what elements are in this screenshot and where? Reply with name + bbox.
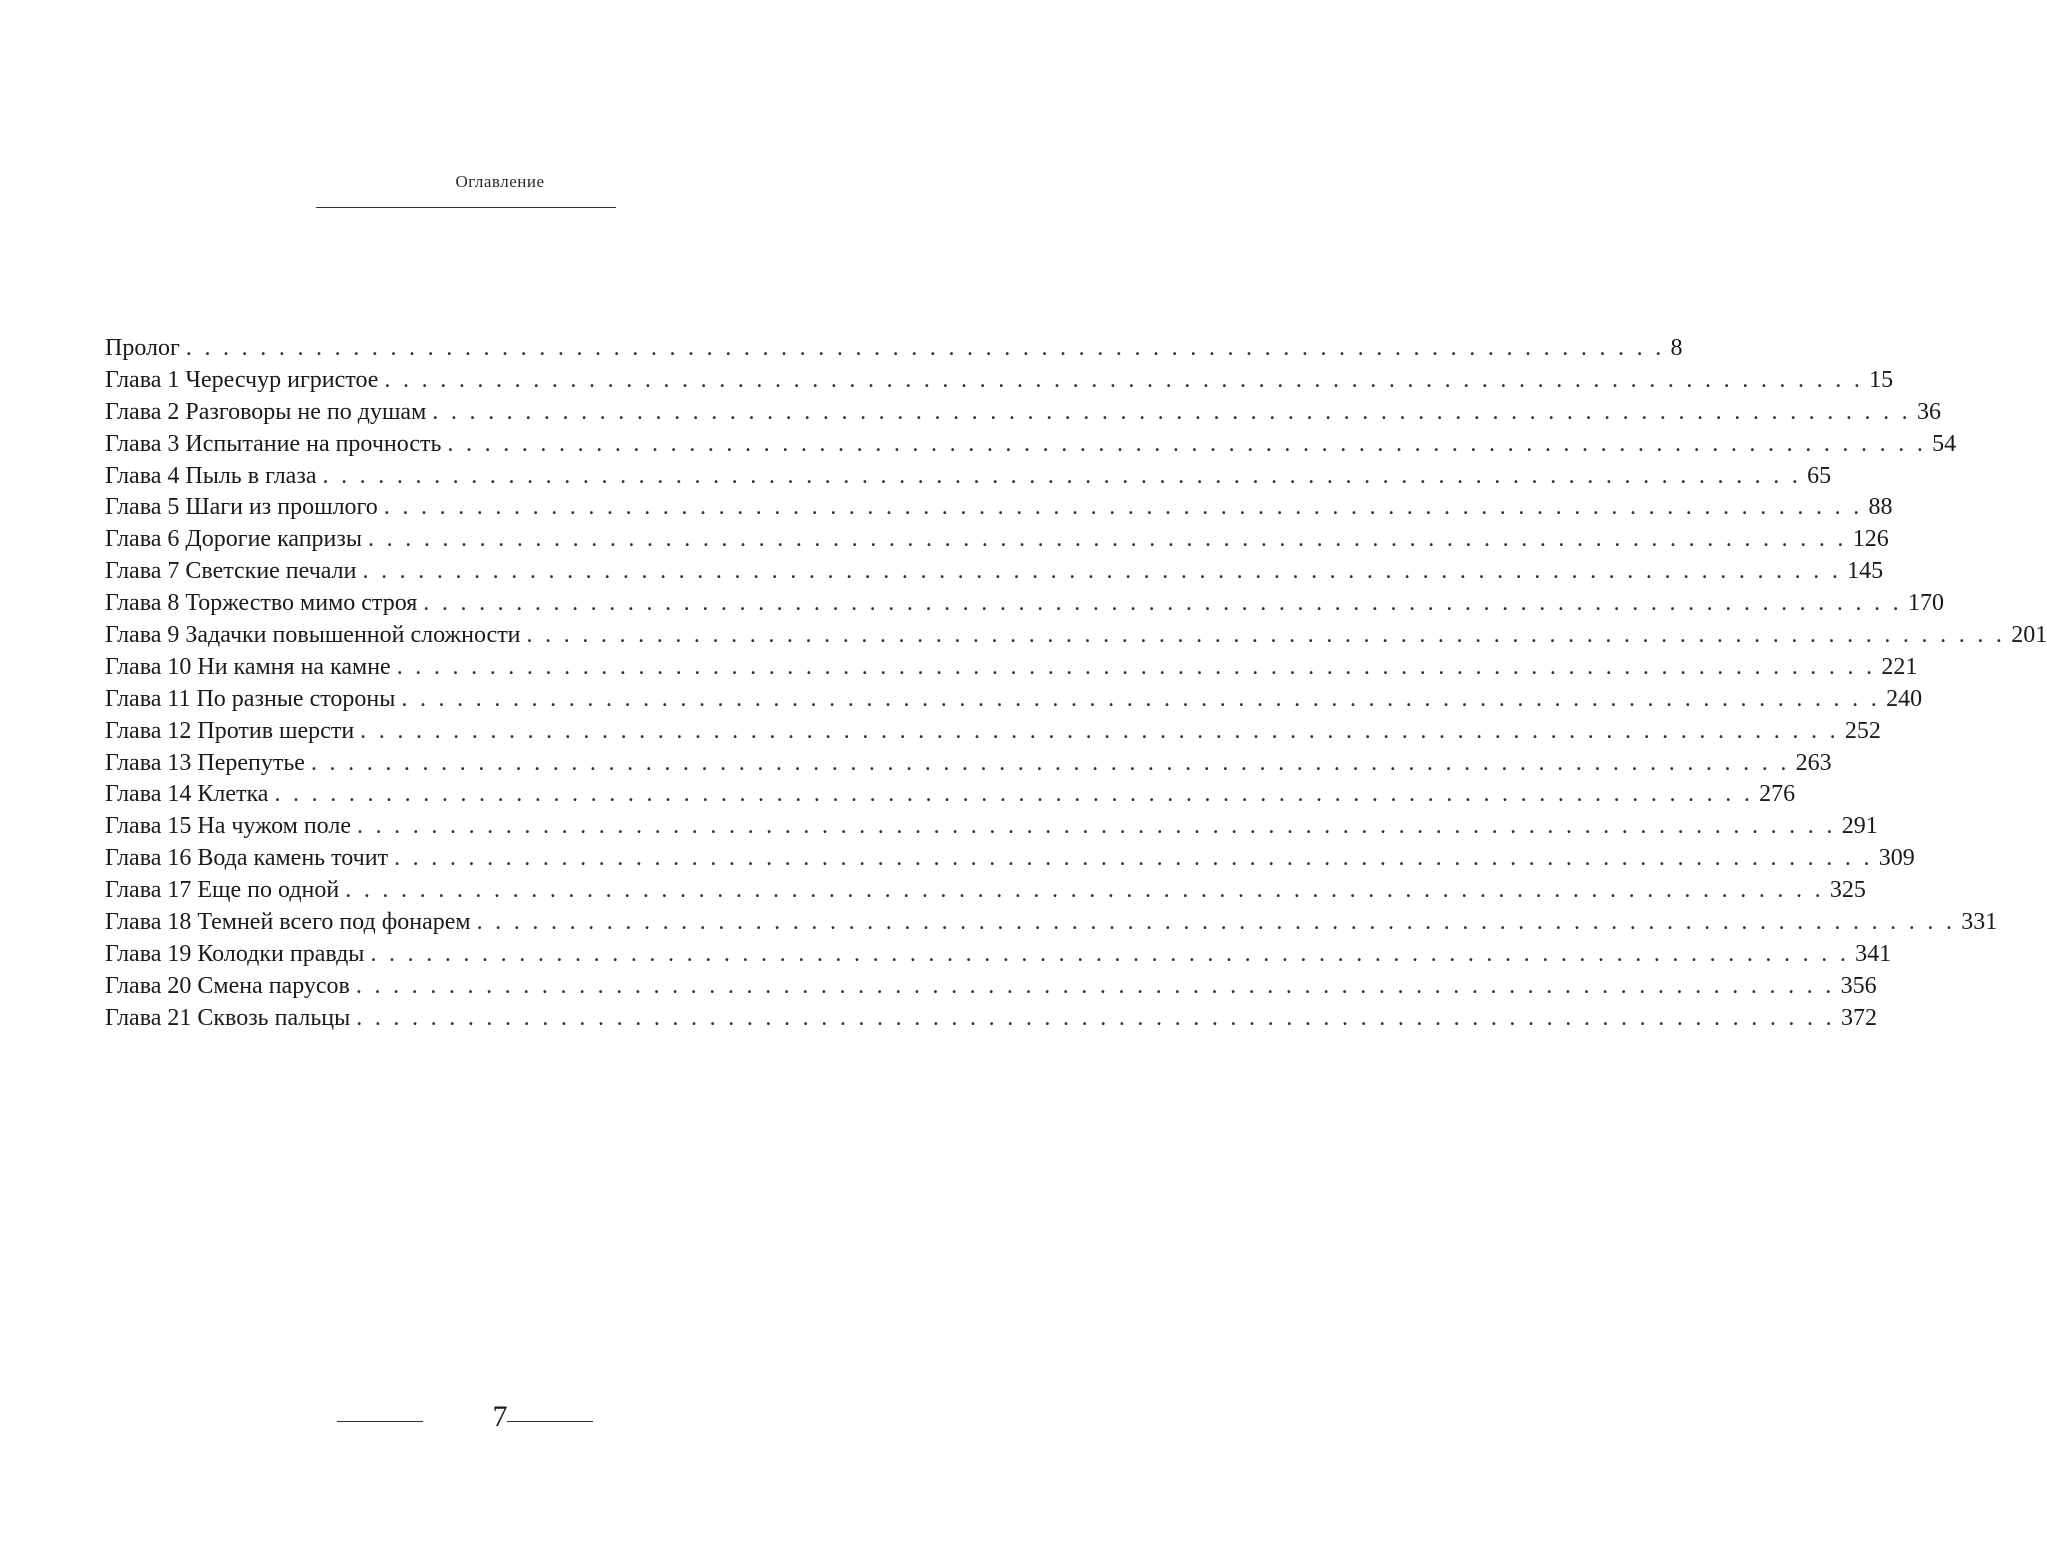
toc-entry-title: Глава 4 Пыль в глаза: [105, 461, 320, 493]
toc-entry-page: 221: [1881, 653, 1918, 680]
toc-dot-leader: . . . . . . . . . . . . . . . . . . . . . . . . . . . . . . . . . . . . . . . . . . . . . . . . . . . . . . . . . . . . . . . . . . . . . . . . . . . . . . . .: [322, 462, 1802, 489]
toc-entry-chapter-6[interactable]: [105, 524, 1889, 556]
toc-dot-leader: . . . . . . . . . . . . . . . . . . . . . . . . . . . . . . . . . . . . . . . . . . . . . . . . . . . . . . . . . . . . . . . . . . . . . . . . . . . . . . . .: [384, 366, 1864, 393]
toc-dot-leader: . . . . . . . . . . . . . . . . . . . . . . . . . . . . . . . . . . . . . . . . . . . . . . . . . . . . . . . . . . . . . . . . . . . . . . . . . . . . . . . .: [396, 653, 1876, 680]
toc-entry-title: Глава 10 Ни камня на камне: [105, 652, 395, 684]
toc-entry-page: 252: [1844, 717, 1881, 744]
toc-dot-leader: . . . . . . . . . . . . . . . . . . . . . . . . . . . . . . . . . . . . . . . . . . . . . . . . . . . . . . . . . . . . . . . . . . . . . . . . . . . . . . . .: [447, 430, 1927, 457]
toc-entry-title: Глава 21 Сквозь пальцы: [105, 1003, 354, 1035]
toc-entry-page: 325: [1829, 877, 1866, 904]
toc-entry-chapter-19[interactable]: [105, 939, 1892, 971]
toc-entry-title: Глава 12 Против шерсти: [105, 716, 358, 748]
toc-dot-leader: . . . . . . . . . . . . . . . . . . . . . . . . . . . . . . . . . . . . . . . . . . . . . . . . . . . . . . . . . . . . . . . . . . . . . . . . . . . . . . . .: [355, 972, 1835, 999]
toc-entry-page: 240: [1886, 685, 1923, 712]
toc-dot-leader: . . . . . . . . . . . . . . . . . . . . . . . . . . . . . . . . . . . . . . . . . . . . . . . . . . . . . . . . . . . . . . . . . . . . . . . . . . . . . . . .: [394, 845, 1873, 872]
toc-entry-chapter-8[interactable]: [105, 588, 1944, 620]
table-of-contents: [105, 333, 2047, 1035]
toc-entry-prologue[interactable]: [105, 333, 1683, 365]
toc-dot-leader: . . . . . . . . . . . . . . . . . . . . . . . . . . . . . . . . . . . . . . . . . . . . . . . . . . . . . . . . . . . . . . . . . . . . . . . . . . . . . . . .: [356, 813, 1836, 840]
toc-dot-leader: . . . . . . . . . . . . . . . . . . . . . . . . . . . . . . . . . . . . . . . . . . . . . . . . . . . . . . . . . . . . . . . . . . . . . . . . . . . . . . . .: [356, 1004, 1835, 1031]
toc-entry-chapter-2[interactable]: [105, 397, 1941, 429]
toc-entry-chapter-5[interactable]: [105, 492, 1893, 524]
toc-entry-chapter-17[interactable]: [105, 875, 1866, 907]
toc-entry-page: 276: [1759, 781, 1796, 808]
toc-entry-title: Глава 3 Испытание на прочность: [105, 429, 445, 461]
toc-dot-leader: . . . . . . . . . . . . . . . . . . . . . . . . . . . . . . . . . . . . . . . . . . . . . . . . . . . . . . . . . . . . . . . . . . . . . . . . . . . . . . . .: [423, 590, 1902, 617]
toc-dot-leader: . . . . . . . . . . . . . . . . . . . . . . . . . . . . . . . . . . . . . . . . . . . . . . . . . . . . . . . . . . . . . . . . . . . . . . . . . . . . . . . .: [476, 909, 1956, 936]
toc-dot-leader: . . . . . . . . . . . . . . . . . . . . . . . . . . . . . . . . . . . . . . . . . . . . . . . . . . . . . . . . . . . . . . . . . . . . . . . . . . . . . . . .: [383, 494, 1863, 521]
toc-entry-title: Глава 7 Светские печали: [105, 556, 360, 588]
toc-dot-leader: . . . . . . . . . . . . . . . . . . . . . . . . . . . . . . . . . . . . . . . . . . . . . . . . . . . . . . . . . . . . . . . . . . . . . . . . . . . . . . . .: [432, 398, 1911, 425]
toc-entry-page: 36: [1916, 398, 1941, 425]
toc-entry-page: 341: [1855, 940, 1892, 967]
toc-entry-chapter-9[interactable]: [105, 620, 2047, 652]
toc-entry-page: 291: [1841, 813, 1878, 840]
toc-dot-leader: . . . . . . . . . . . . . . . . . . . . . . . . . . . . . . . . . . . . . . . . . . . . . . . . . . . . . . . . . . . . . . . . . . . . . . . . . . . . . . . .: [274, 781, 1754, 808]
toc-entry-chapter-16[interactable]: [105, 843, 1915, 875]
toc-entry-page: 356: [1840, 972, 1877, 999]
toc-entry-title: Глава 5 Шаги из прошлого: [105, 492, 382, 524]
toc-entry-chapter-1[interactable]: [105, 365, 1894, 397]
toc-entry-title: Пролог: [105, 333, 184, 365]
toc-entry-title: Глава 2 Разговоры не по душам: [105, 397, 430, 429]
toc-entry-title: Глава 8 Торжество мимо строя: [105, 588, 421, 620]
toc-entry-title: Глава 18 Темней всего под фонарем: [105, 907, 475, 939]
toc-entry-page: 372: [1840, 1004, 1877, 1031]
toc-entry-title: Глава 9 Задачки повышенной сложности: [105, 620, 525, 652]
toc-entry-title: Глава 1 Чересчур игристое: [105, 365, 382, 397]
toc-entry-page: 170: [1907, 590, 1944, 617]
toc-entry-title: Глава 15 На чужом поле: [105, 811, 355, 843]
toc-entry-page: 201: [2011, 622, 2047, 649]
toc-entry-chapter-14[interactable]: [105, 779, 1796, 811]
toc-entry-title: Глава 19 Колодки правды: [105, 939, 368, 971]
toc-entry-chapter-13[interactable]: [105, 748, 1832, 780]
running-head: Оглавление: [455, 172, 545, 191]
folio-rule-right: [507, 1421, 593, 1422]
toc-dot-leader: . . . . . . . . . . . . . . . . . . . . . . . . . . . . . . . . . . . . . . . . . . . . . . . . . . . . . . . . . . . . . . . . . . . . . . . . . . . . . . . .: [362, 558, 1842, 585]
toc-dot-leader: . . . . . . . . . . . . . . . . . . . . . . . . . . . . . . . . . . . . . . . . . . . . . . . . . . . . . . . . . . . . . . . . . . . . . . . . . . . . . . . .: [401, 685, 1881, 712]
toc-entry-page: 263: [1795, 749, 1832, 776]
toc-entry-title: Глава 13 Перепутье: [105, 748, 309, 780]
toc-dot-leader: . . . . . . . . . . . . . . . . . . . . . . . . . . . . . . . . . . . . . . . . . . . . . . . . . . . . . . . . . . . . . . . . . . . . . . . . . . . . . . . .: [368, 526, 1847, 553]
toc-entry-page: 309: [1878, 845, 1915, 872]
toc-entry-page: 8: [1670, 335, 1683, 361]
toc-entry-chapter-15[interactable]: [105, 811, 1878, 843]
toc-entry-chapter-10[interactable]: [105, 652, 1918, 684]
toc-dot-leader: . . . . . . . . . . . . . . . . . . . . . . . . . . . . . . . . . . . . . . . . . . . . . . . . . . . . . . . . . . . . . . . . . . . . . . . . . . . . . . . .: [310, 749, 1790, 776]
toc-entry-title: Глава 16 Вода камень точит: [105, 843, 392, 875]
toc-entry-chapter-11[interactable]: [105, 684, 1923, 716]
toc-entry-title: Глава 6 Дорогие капризы: [105, 524, 366, 556]
toc-entry-chapter-3[interactable]: [105, 429, 1957, 461]
toc-entry-chapter-18[interactable]: [105, 907, 1998, 939]
toc-entry-page: 88: [1868, 494, 1893, 521]
toc-entry-chapter-20[interactable]: [105, 971, 1877, 1003]
toc-entry-page: 145: [1847, 558, 1884, 585]
page-number: 7: [492, 1400, 508, 1433]
toc-dot-leader: . . . . . . . . . . . . . . . . . . . . . . . . . . . . . . . . . . . . . . . . . . . . . . . . . . . . . . . . . . . . . . . . . . . . . . . . . . . . . . . .: [185, 335, 1665, 361]
toc-entry-page: 15: [1869, 366, 1894, 393]
toc-dot-leader: . . . . . . . . . . . . . . . . . . . . . . . . . . . . . . . . . . . . . . . . . . . . . . . . . . . . . . . . . . . . . . . . . . . . . . . . . . . . . . . .: [345, 877, 1824, 904]
toc-entry-chapter-21[interactable]: [105, 1003, 1877, 1035]
toc-dot-leader: . . . . . . . . . . . . . . . . . . . . . . . . . . . . . . . . . . . . . . . . . . . . . . . . . . . . . . . . . . . . . . . . . . . . . . . . . . . . . . . .: [526, 622, 2006, 649]
toc-entry-page: 126: [1852, 526, 1889, 553]
toc-entry-page: 65: [1807, 462, 1832, 489]
toc-entry-title: Глава 11 По разные стороны: [105, 684, 399, 716]
running-head-rule: [316, 207, 616, 208]
toc-entry-page: 54: [1932, 430, 1957, 457]
toc-dot-leader: . . . . . . . . . . . . . . . . . . . . . . . . . . . . . . . . . . . . . . . . . . . . . . . . . . . . . . . . . . . . . . . . . . . . . . . . . . . . . . . .: [360, 717, 1839, 744]
toc-entry-title: Глава 20 Смена парусов: [105, 971, 354, 1003]
toc-entry-title: Глава 14 Клетка: [105, 779, 272, 811]
toc-entry-page: 331: [1961, 909, 1998, 936]
toc-entry-chapter-4[interactable]: [105, 461, 1832, 493]
toc-entry-title: Глава 17 Еще по одной: [105, 875, 343, 907]
toc-entry-chapter-12[interactable]: [105, 716, 1881, 748]
toc-entry-chapter-7[interactable]: [105, 556, 1884, 588]
toc-dot-leader: . . . . . . . . . . . . . . . . . . . . . . . . . . . . . . . . . . . . . . . . . . . . . . . . . . . . . . . . . . . . . . . . . . . . . . . . . . . . . . . .: [370, 940, 1850, 967]
